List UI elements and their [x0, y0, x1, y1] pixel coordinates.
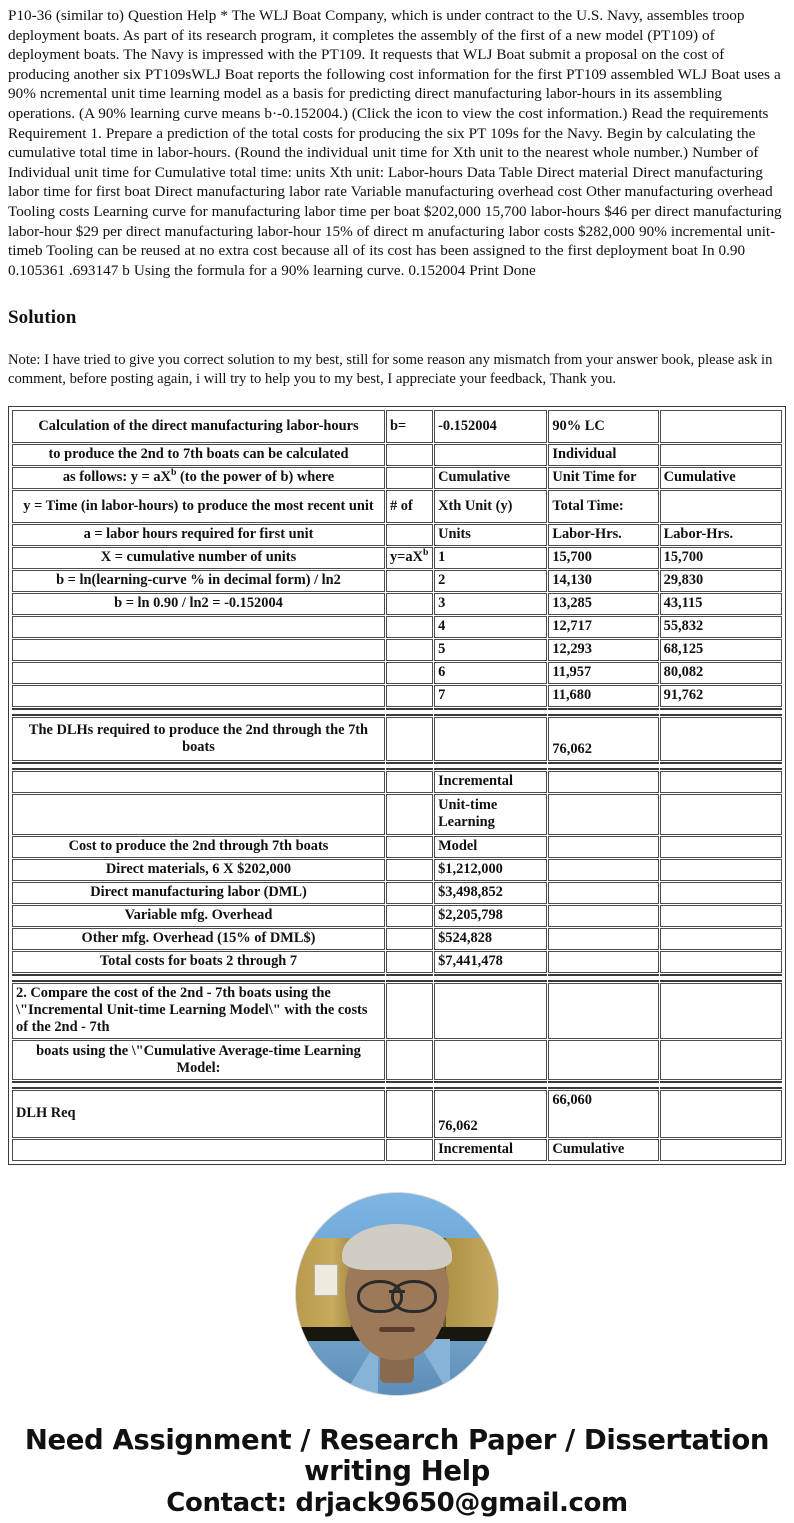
cell-r7-c1[interactable]: [386, 593, 433, 615]
separator-cell: [660, 762, 782, 770]
cell-r10-c0[interactable]: [12, 662, 385, 684]
cell-r10-c2[interactable]: 6: [434, 662, 547, 684]
cell-r7-c4[interactable]: 43,115: [660, 593, 782, 615]
cell-r25-c1[interactable]: [386, 1040, 433, 1080]
table-separator-row: [12, 974, 782, 982]
cell-r22-c2[interactable]: $7,441,478: [434, 951, 547, 973]
cell-r28-c4[interactable]: [660, 1139, 782, 1161]
separator-cell: [434, 1081, 547, 1089]
cell-r9-c0[interactable]: [12, 639, 385, 661]
calculation-table: [11, 409, 783, 1162]
avatar-wall-switch: [314, 1264, 338, 1296]
cell-r24-c1[interactable]: [386, 983, 433, 1039]
cell-r7-c0[interactable]: b = ln 0.90 / ln2 = -0.152004: [12, 593, 385, 615]
cell-r25-c4[interactable]: [660, 1040, 782, 1080]
promo-line-2: writing Help: [304, 1455, 490, 1488]
cell-r17-c0[interactable]: Cost to produce the 2nd through 7th boats: [12, 836, 385, 858]
cell-r21-c0[interactable]: Other mfg. Overhead (15% of DML$): [12, 928, 385, 950]
cell-r17-c1[interactable]: [386, 836, 433, 858]
table-row: [12, 1090, 782, 1138]
table-row: [12, 859, 782, 881]
cell-r13-c1[interactable]: [386, 717, 433, 761]
table-row: [12, 639, 782, 661]
cell-r18-c0[interactable]: Direct materials, 6 X $202,000: [12, 859, 385, 881]
cell-r27-c0[interactable]: DLH Req: [12, 1090, 385, 1138]
table-row: [12, 983, 782, 1039]
cell-r0-c1[interactable]: b=: [386, 410, 433, 443]
cell-r16-c0[interactable]: [12, 794, 385, 835]
separator-cell: [660, 1081, 782, 1089]
cell-r11-c3[interactable]: 11,680: [548, 685, 658, 707]
cell-r0-c4[interactable]: [660, 410, 782, 443]
table-row: [12, 547, 782, 569]
cell-r11-c2[interactable]: 7: [434, 685, 547, 707]
table-row: [12, 662, 782, 684]
separator-cell: [548, 708, 658, 716]
cell-r6-c1[interactable]: [386, 570, 433, 592]
cell-r8-c3[interactable]: 12,717: [548, 616, 658, 638]
cell-r0-c0[interactable]: Calculation of the direct manufacturing labor-hours: [12, 410, 385, 443]
table-separator-row: [12, 708, 782, 716]
separator-cell: [660, 974, 782, 982]
cell-r10-c3[interactable]: 11,957: [548, 662, 658, 684]
cell-r22-c1[interactable]: [386, 951, 433, 973]
cell-r9-c2[interactable]: 5: [434, 639, 547, 661]
cell-r18-c2[interactable]: $1,212,000: [434, 859, 547, 881]
cell-r5-c2[interactable]: 1: [434, 547, 547, 569]
cell-r8-c2[interactable]: 4: [434, 616, 547, 638]
cell-r22-c0[interactable]: Total costs for boats 2 through 7: [12, 951, 385, 973]
cell-r3-c2[interactable]: Xth Unit (y): [434, 490, 547, 523]
cell-r19-c4[interactable]: [660, 882, 782, 904]
cell-r1-c4[interactable]: [660, 444, 782, 466]
cell-r18-c1[interactable]: [386, 859, 433, 881]
cell-r3-c3[interactable]: Total Time:: [548, 490, 658, 523]
cell-r15-c4[interactable]: [660, 771, 782, 793]
avatar-mouth: [379, 1327, 415, 1332]
separator-cell: [548, 1081, 658, 1089]
cell-r6-c0[interactable]: b = ln(learning-curve % in decimal form) / ln2: [12, 570, 385, 592]
table-row: [12, 444, 782, 466]
table-row: [12, 593, 782, 615]
separator-cell: [12, 1081, 385, 1089]
table-separator-row: [12, 762, 782, 770]
separator-cell: [386, 708, 433, 716]
cell-r5-c0[interactable]: X = cumulative number of units: [12, 547, 385, 569]
separator-cell: [434, 762, 547, 770]
cell-r4-c4[interactable]: Labor-Hrs.: [660, 524, 782, 546]
table-row: [12, 1139, 782, 1161]
cell-r13-c3[interactable]: 76,062: [548, 717, 658, 761]
cell-r9-c3[interactable]: 12,293: [548, 639, 658, 661]
cell-r15-c1[interactable]: [386, 771, 433, 793]
table-row: [12, 570, 782, 592]
cell-r15-c0[interactable]: [12, 771, 385, 793]
cell-r19-c2[interactable]: $3,498,852: [434, 882, 547, 904]
separator-cell: [386, 974, 433, 982]
table-row: [12, 685, 782, 707]
cell-r20-c2[interactable]: $2,205,798: [434, 905, 547, 927]
cell-r1-c1[interactable]: [386, 444, 433, 466]
separator-cell: [548, 974, 658, 982]
separator-cell: [548, 762, 658, 770]
cell-r2-c0[interactable]: as follows: $y = aX^b$ (to the power of b) where: [12, 467, 385, 489]
cell-r13-c4[interactable]: [660, 717, 782, 761]
promo-contact-line: Contact: drjack9650@gmail.com: [166, 1488, 628, 1519]
cell-r4-c0[interactable]: a = labor hours required for first unit: [12, 524, 385, 546]
cell-r7-c2[interactable]: 3: [434, 593, 547, 615]
cell-r28-c0[interactable]: [12, 1139, 385, 1161]
table-row: [12, 882, 782, 904]
spreadsheet-container: [8, 406, 786, 1165]
cell-r8-c0[interactable]: [12, 616, 385, 638]
cell-r25-c2[interactable]: [434, 1040, 547, 1080]
cell-r8-c1[interactable]: [386, 616, 433, 638]
cell-r21-c1[interactable]: [386, 928, 433, 950]
separator-cell: [12, 974, 385, 982]
cell-r2-c2[interactable]: Cumulative: [434, 467, 547, 489]
avatar-block: [8, 1193, 786, 1395]
cell-r27-c2[interactable]: 76,062: [434, 1090, 547, 1138]
cell-r19-c3[interactable]: [548, 882, 658, 904]
solution-heading: Solution: [8, 306, 77, 328]
question-text: P10-36 (similar to) Question Help * The WLJ Boat Company, which is under contract to the U.S. Navy, assembles troop deployment boats. As part of its research program, it completes the assembly of the first of a new model (PT109) of deployment boats. The Navy is impressed with the PT109. It requests that WLJ Boat submit a proposal on the cost of producing another six PT109sWLJ Boat reports the following cost information for the first PT109 assembled WLJ Boat uses a 90% ncremental unit time learning model as a basis for predicting direct manufacturing labor-hours in its assembling operations. (A 90% learning curve means b·-0.152004.) (Click the icon to view the cost information.) Read the requirements Requirement 1. Prepare a prediction of the total costs for producing the six PT 109s for the Navy. Begin by calculating the cumulative total time in labor-hours. (Round the individual unit time for Xth unit to the nearest whole number.) Number of Individual unit time for Cumulative total time: units Xth unit: Labor-hours Data Table Direct material Direct manufacturing labor time for first boat Direct manufacturing labor rate Variable manufacturing overhead cost Other manufacturing overhead Tooling costs Learning curve for manufacturing labor time per boat $202,000 15,700 labor-hours $46 per direct manufacturing labor-hour $29 per direct manufacturing labor-hour 15% of direct m anufacturing labor costs $282,000 90% incremental unit-timeb Tooling can be reused at no extra cost because all of its cost has been assigned to the first deployment boat In 0.90 0.105361 .693147 b Using the formula for a 90% learning curve. 0.152004 Print Done: [8, 7, 782, 279]
cell-r4-c2[interactable]: Units: [434, 524, 547, 546]
cell-r20-c3[interactable]: [548, 905, 658, 927]
cell-r27-c1[interactable]: [386, 1090, 433, 1138]
cell-r13-c2[interactable]: [434, 717, 547, 761]
cell-r11-c0[interactable]: [12, 685, 385, 707]
cell-r10-c1[interactable]: [386, 662, 433, 684]
table-row: [12, 928, 782, 950]
cell-r5-c1[interactable]: $y=aX^b$: [386, 547, 433, 569]
cell-r21-c2[interactable]: $524,828: [434, 928, 547, 950]
promo-footer: [8, 1425, 786, 1518]
cell-r4-c3[interactable]: Labor-Hrs.: [548, 524, 658, 546]
cell-r6-c3[interactable]: 14,130: [548, 570, 658, 592]
cell-r11-c4[interactable]: 91,762: [660, 685, 782, 707]
table-row: [12, 905, 782, 927]
cell-r24-c0[interactable]: 2. Compare the cost of the 2nd - 7th boats using the \"Incremental Unit-time Learning Model\" with the costs of the 2nd - 7th: [12, 983, 385, 1039]
table-row: [12, 717, 782, 761]
cell-r16-c1[interactable]: [386, 794, 433, 835]
cell-r27-c3[interactable]: 66,060: [548, 1090, 658, 1138]
cell-r9-c4[interactable]: 68,125: [660, 639, 782, 661]
cell-r17-c2[interactable]: Model: [434, 836, 547, 858]
cell-r20-c1[interactable]: [386, 905, 433, 927]
cell-r6-c4[interactable]: 29,830: [660, 570, 782, 592]
table-row: [12, 836, 782, 858]
cell-r2-c3[interactable]: Unit Time for: [548, 467, 658, 489]
cell-r0-c3[interactable]: 90% LC: [548, 410, 658, 443]
cell-r19-c0[interactable]: Direct manufacturing labor (DML): [12, 882, 385, 904]
table-row: [12, 490, 782, 523]
cell-r5-c3[interactable]: 15,700: [548, 547, 658, 569]
separator-cell: [12, 708, 385, 716]
cell-r3-c0[interactable]: y = Time (in labor-hours) to produce the most recent unit: [12, 490, 385, 523]
cell-r1-c3[interactable]: Individual: [548, 444, 658, 466]
cell-r17-c3[interactable]: [548, 836, 658, 858]
cell-r2-c1[interactable]: [386, 467, 433, 489]
cell-r16-c3[interactable]: [548, 794, 658, 835]
separator-cell: [386, 762, 433, 770]
cell-r25-c0[interactable]: boats using the \"Cumulative Average-time Learning Model:: [12, 1040, 385, 1080]
cell-r28-c3[interactable]: Cumulative: [548, 1139, 658, 1161]
promo-line-1: Need Assignment / Research Paper / Dissertation: [24, 1424, 770, 1457]
cell-r28-c2[interactable]: Incremental: [434, 1139, 547, 1161]
cell-r17-c4[interactable]: [660, 836, 782, 858]
separator-cell: [434, 974, 547, 982]
cell-r25-c3[interactable]: [548, 1040, 658, 1080]
cell-r5-c4[interactable]: 15,700: [660, 547, 782, 569]
cell-r11-c1[interactable]: [386, 685, 433, 707]
avatar-eyeglass-bridge: [389, 1290, 405, 1293]
separator-cell: [12, 762, 385, 770]
cell-r10-c4[interactable]: 80,082: [660, 662, 782, 684]
cell-r0-c2[interactable]: -0.152004: [434, 410, 547, 443]
cell-r16-c4[interactable]: [660, 794, 782, 835]
cell-r16-c2[interactable]: Unit-time Learning: [434, 794, 547, 835]
table-row: [12, 524, 782, 546]
cell-r24-c2[interactable]: [434, 983, 547, 1039]
cell-r24-c3[interactable]: [548, 983, 658, 1039]
separator-cell: [386, 1081, 433, 1089]
cell-r9-c1[interactable]: [386, 639, 433, 661]
cell-r21-c3[interactable]: [548, 928, 658, 950]
cell-r28-c1[interactable]: [386, 1139, 433, 1161]
cell-r3-c4[interactable]: [660, 490, 782, 523]
cell-r6-c2[interactable]: 2: [434, 570, 547, 592]
cell-r19-c1[interactable]: [386, 882, 433, 904]
cell-r24-c4[interactable]: [660, 983, 782, 1039]
table-row: [12, 951, 782, 973]
cell-r3-c1[interactable]: # of: [386, 490, 433, 523]
solution-note: Note: I have tried to give you correct solution to my best, still for some reason any mismatch from your answer book, please ask in comment, before posting again, i will try to help you to my best, I appreciate your feedback, Thank you.: [8, 351, 773, 387]
cell-r7-c3[interactable]: 13,285: [548, 593, 658, 615]
cell-r1-c2[interactable]: [434, 444, 547, 466]
avatar-eyeglass-right: [391, 1280, 437, 1313]
cell-r22-c4[interactable]: [660, 951, 782, 973]
cell-r20-c4[interactable]: [660, 905, 782, 927]
table-row: [12, 616, 782, 638]
cell-r22-c3[interactable]: [548, 951, 658, 973]
separator-cell: [434, 708, 547, 716]
cell-r2-c4[interactable]: Cumulative: [660, 467, 782, 489]
table-row: [12, 467, 782, 489]
cell-r18-c4[interactable]: [660, 859, 782, 881]
avatar: [296, 1193, 498, 1395]
cell-r20-c0[interactable]: Variable mfg. Overhead: [12, 905, 385, 927]
cell-r27-c4[interactable]: [660, 1090, 782, 1138]
cell-r1-c0[interactable]: to produce the 2nd to 7th boats can be calculated: [12, 444, 385, 466]
table-row: [12, 771, 782, 793]
cell-r15-c3[interactable]: [548, 771, 658, 793]
table-separator-row: [12, 1081, 782, 1089]
cell-r15-c2[interactable]: Incremental: [434, 771, 547, 793]
cell-r8-c4[interactable]: 55,832: [660, 616, 782, 638]
table-row: [12, 1040, 782, 1080]
cell-r13-c0[interactable]: The DLHs required to produce the 2nd through the 7th boats: [12, 717, 385, 761]
cell-r18-c3[interactable]: [548, 859, 658, 881]
cell-r21-c4[interactable]: [660, 928, 782, 950]
table-row: [12, 410, 782, 443]
separator-cell: [660, 708, 782, 716]
cell-r4-c1[interactable]: [386, 524, 433, 546]
table-row: [12, 794, 782, 835]
